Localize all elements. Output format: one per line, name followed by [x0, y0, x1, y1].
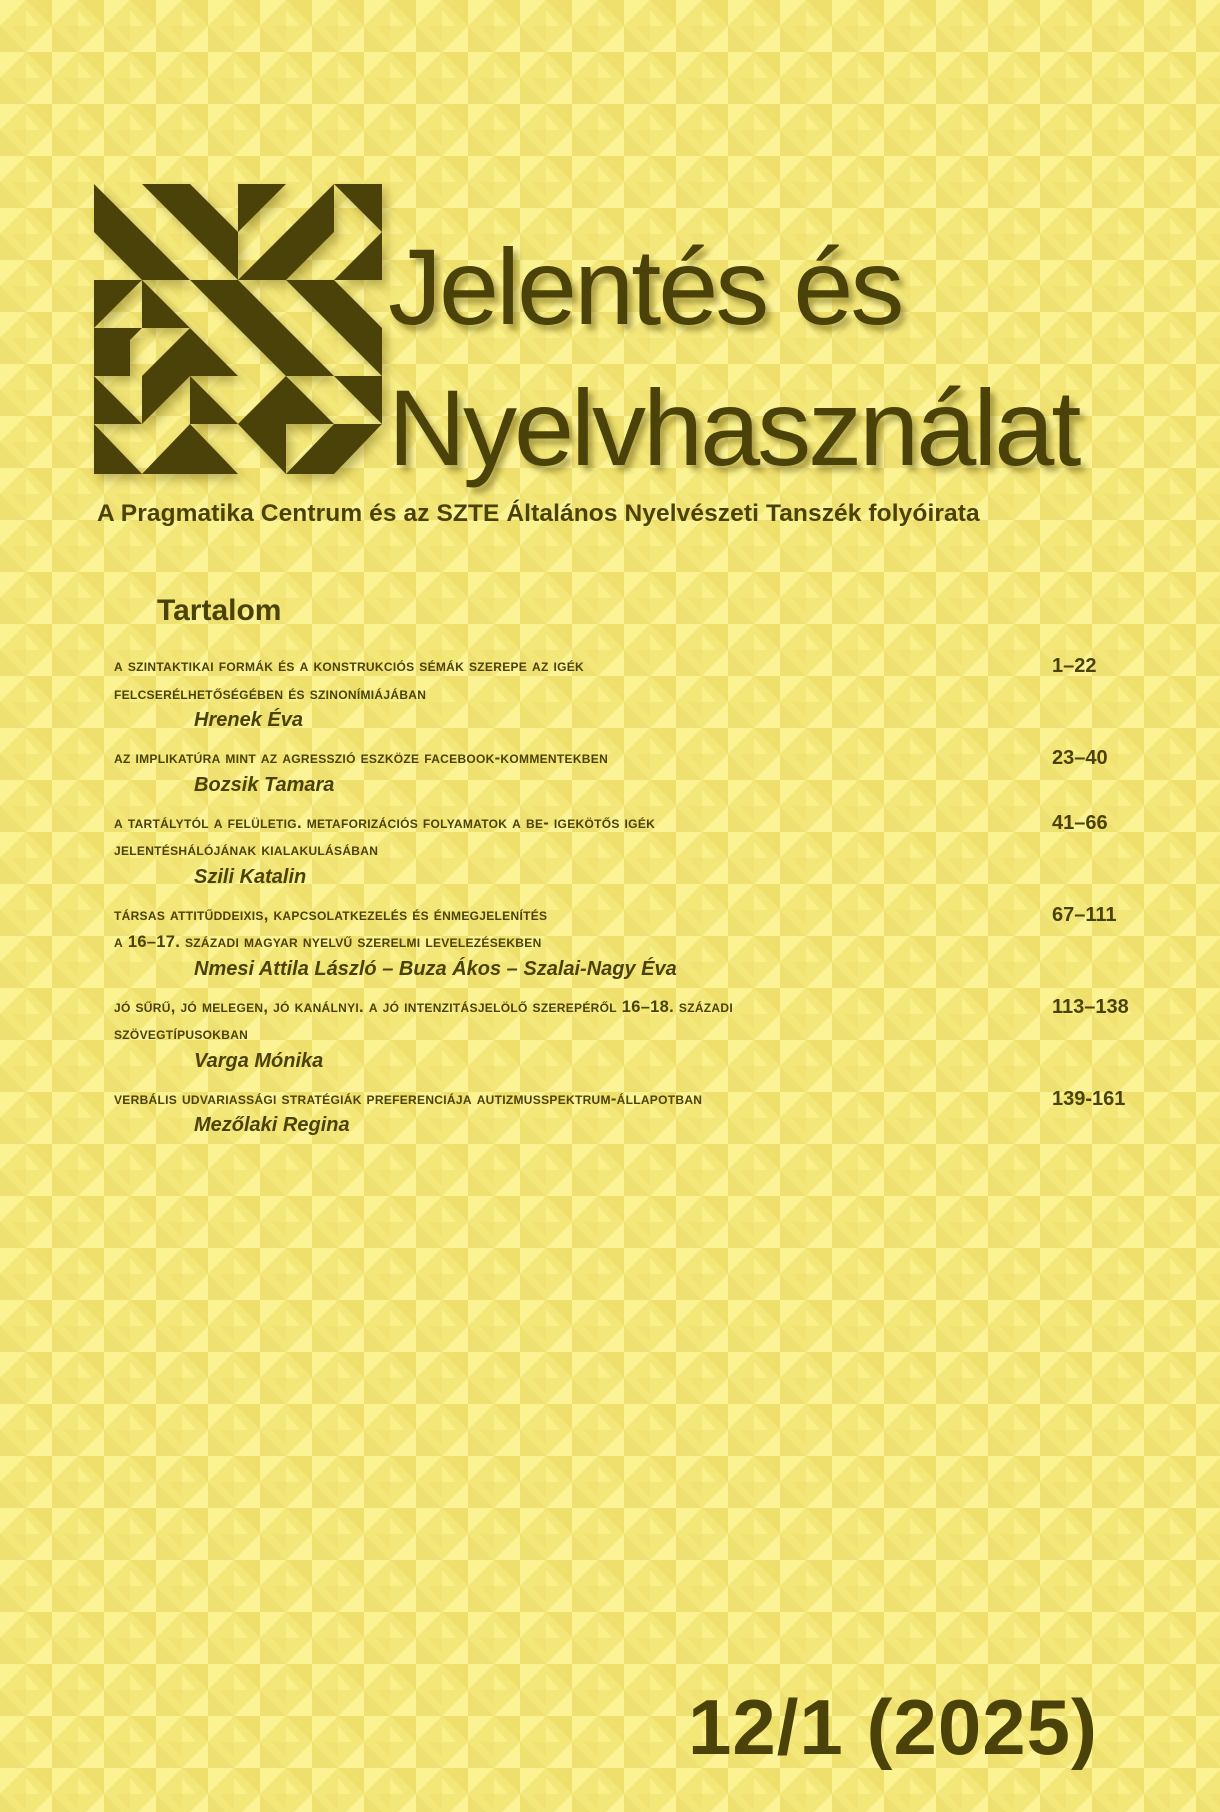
issue-number: 12/1 (2025): [688, 1683, 1098, 1771]
entry-title-line-2: a 16–17. századi magyar nyelvű szerelmi levelezésekben: [114, 933, 542, 951]
entry-pages: 1–22: [1052, 655, 1097, 677]
entry-title: [114, 1086, 1014, 1114]
entry-author: Szili Katalin: [194, 865, 307, 888]
entry-pages: 41–66: [1052, 811, 1108, 834]
entry-title-line-1: a szintaktikai formák és a konstrukciós sémák szerepe az igék: [114, 657, 585, 675]
entry-title-line-1: az implikatúra mint az agresszió eszköze facebook-kommentekben: [114, 749, 609, 767]
entry-pages: 113–138: [1052, 995, 1129, 1018]
entry-pages: 23–40: [1052, 747, 1108, 769]
entry-author: Bozsik Tamara: [194, 773, 335, 796]
table-of-contents: [114, 653, 1144, 1150]
entry-title: [114, 902, 1014, 957]
entry-title: [114, 653, 1014, 708]
entry-title: [114, 810, 1014, 865]
entry-author: Nmesi Attila László – Buza Ákos – Szalai-Nagy Éva: [194, 957, 677, 980]
entry-title-line-1: társas attitűddeixis, kapcsolatkezelés és énmegjelenítés: [114, 905, 548, 924]
toc-entry: [114, 994, 1144, 1074]
toc-entry: [114, 1086, 1144, 1139]
entry-title-line-2: jelentéshálójának kialakulásában: [114, 841, 379, 859]
entry-title-line-2: szövegtípusokban: [114, 1025, 249, 1043]
entry-author: Mezőlaki Regina: [194, 1114, 350, 1136]
entry-title-line-1: jó sűrű, jó melegen, jó kanálnyi. a jó intenzitásjelölő szerepéről 16–18. századi: [114, 997, 733, 1016]
toc-heading: Tartalom: [157, 594, 282, 627]
entry-author: Hrenek Éva: [194, 709, 303, 731]
entry-pages: 139-161: [1052, 1087, 1126, 1110]
entry-author: Varga Mónika: [194, 1049, 324, 1072]
toc-entry: [114, 745, 1144, 798]
journal-title-line-1: Jelentés és: [388, 226, 902, 347]
entry-title: [114, 994, 1014, 1049]
entry-pages: 67–111: [1052, 903, 1117, 926]
journal-logo: [94, 184, 382, 474]
entry-title: [114, 745, 1014, 773]
journal-title-line-2: Nyelvhasználat: [388, 367, 1079, 488]
journal-subtitle: A Pragmatika Centrum és az SZTE Általános Nyelvészeti Tanszék folyóirata: [97, 500, 980, 527]
entry-title-line-2: felcserélhetőségében és szinonímiájában: [114, 684, 427, 703]
toc-entry: [114, 810, 1144, 890]
toc-entry: [114, 902, 1144, 982]
entry-title-line-1: a tartálytól a felületig. metaforizációs folyamatok a be- igekötős igék: [114, 813, 656, 832]
entry-title-line-1: verbális udvariassági stratégiák preferenciája autizmusspektrum-állapotban: [114, 1089, 703, 1108]
toc-entry: [114, 653, 1144, 733]
